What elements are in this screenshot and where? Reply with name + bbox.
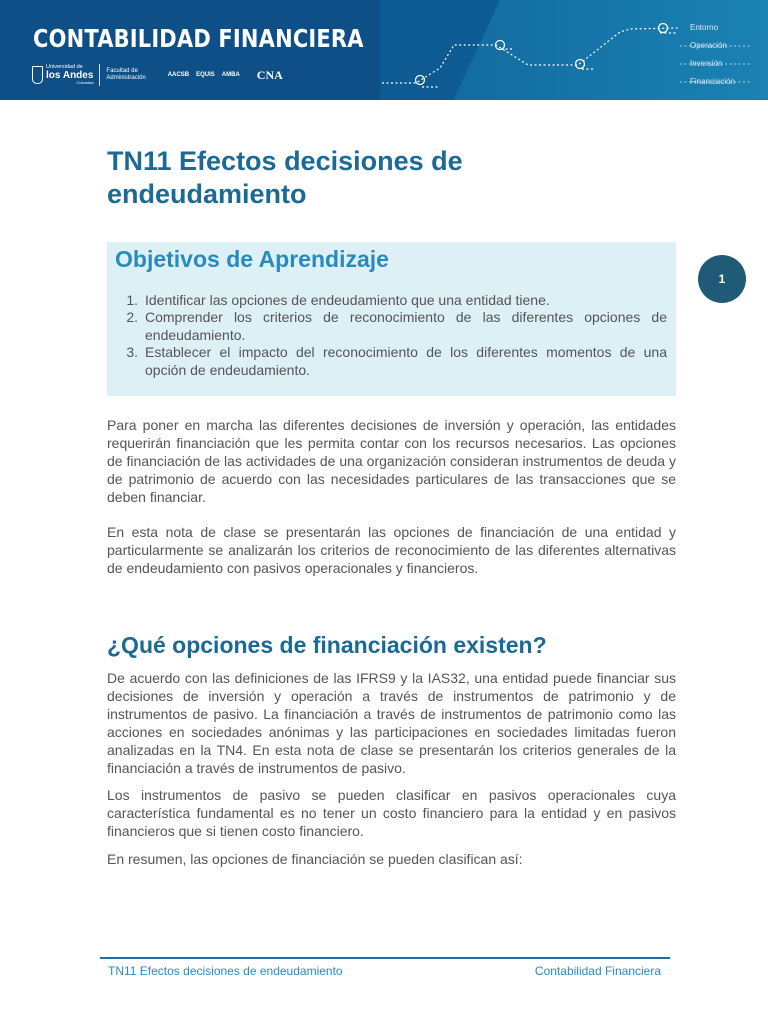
nav-label-entorno: Entorno: [690, 23, 719, 32]
objective-item: [115, 309, 668, 344]
university-shield-icon: [32, 66, 43, 84]
footer-rule: [100, 957, 670, 959]
section-paragraph-1: De acuerdo con las definiciones de las IFRS9 y la IAS32, una entidad puede financiar sus decisiones de inversión y operación a través de instrumentos de patrimonio y de instrumentos de pasivo. La financiación a través de instrumentos de patrimonio como las acciones en sociedades anónimas y las participaciones en sociedades limitadas fueron analizadas en la TN4. En esta nota de clase se presentarán los criterios generales de la financiación a través de instrumentos de pasivo.: [107, 670, 676, 776]
logo-row: [32, 62, 283, 88]
objective-text: Establecer el impacto del reconocimiento de los diferentes momentos de una opción de endeudamiento.: [145, 344, 667, 378]
footer-document-title: TN11 Efectos decisiones de endeudamiento: [108, 964, 343, 978]
objective-item: [115, 292, 668, 310]
accreditation-logo-amba: AMBA: [221, 72, 240, 78]
university-logo: [32, 65, 93, 85]
faculty-label: [106, 68, 145, 83]
cycle-node-icon: [416, 76, 425, 85]
header-banner: [0, 0, 768, 100]
footer-course-name: Contabilidad Financiera: [534, 964, 661, 978]
objectives-heading: Objetivos de Aprendizaje: [115, 246, 389, 272]
faculty-line-1: Facultad de: [106, 67, 138, 74]
page-number-badge: 1: [698, 255, 746, 303]
section-paragraph-2: Los instrumentos de pasivo se pueden clasificar en pasivos operacionales cuya característica fundamental es no tener un costo financiero para la entidad y en pasivos financieros que si tienen costo financiero.: [107, 787, 676, 839]
university-name-small: Universidad de: [46, 64, 83, 71]
objective-number: 3.: [126, 344, 138, 361]
accreditation-logo-aacsb: AACSB: [167, 72, 190, 78]
accreditation-logo-cna: CNA: [256, 67, 283, 82]
objectives-list: [115, 292, 668, 380]
university-country: Colombia: [76, 79, 94, 85]
objective-number: 1.: [126, 291, 138, 308]
accreditation-logos: [168, 68, 283, 83]
objective-text: Identificar las opciones de endeudamiento que una entidad tiene.: [145, 291, 550, 308]
document-title: TN11 Efectos decisiones de endeudamiento: [107, 146, 463, 209]
intro-paragraph-2: En esta nota de clase se presentarán las opciones de financiación de una entidad y particularmente se analizarán los criterios de reconocimiento de las diferentes alternativas de endeudamiento con pasivos operacionales y financieros.: [107, 524, 676, 576]
university-name-big: los Andes: [46, 69, 94, 81]
faculty-line-2: Administración: [106, 75, 146, 81]
objective-text: Comprender los criterios de reconocimiento de las diferentes opciones de endeudamiento.: [145, 309, 667, 343]
section-heading: ¿Qué opciones de financiación existen?: [107, 632, 547, 658]
objective-item: [115, 344, 668, 379]
nav-label-operacion: Operación: [690, 41, 727, 50]
banner-title: CONTABILIDAD FINANCIERA: [33, 24, 364, 53]
nav-label-inversion: Inversión: [690, 59, 723, 68]
accreditation-logo-equis: EQUIS: [196, 72, 215, 78]
intro-paragraph-1: Para poner en marcha las diferentes decisiones de inversión y operación, las entidades requerirán financiación que les permita contar con los recursos necesarios. Las opciones de financiación de las actividades de una organización consideran instrumentos de deuda y de patrimonio de acuerdo con las necesidades particulares de las transacciones que se deben financiar.: [107, 417, 676, 505]
logo-divider: [99, 64, 100, 86]
section-paragraph-3: En resumen, las opciones de financiación se pueden clasifican así:: [107, 851, 523, 867]
nav-label-financiacion: Financiación: [690, 77, 735, 86]
objective-number: 2.: [126, 309, 138, 326]
learning-objectives-box: [107, 242, 676, 396]
